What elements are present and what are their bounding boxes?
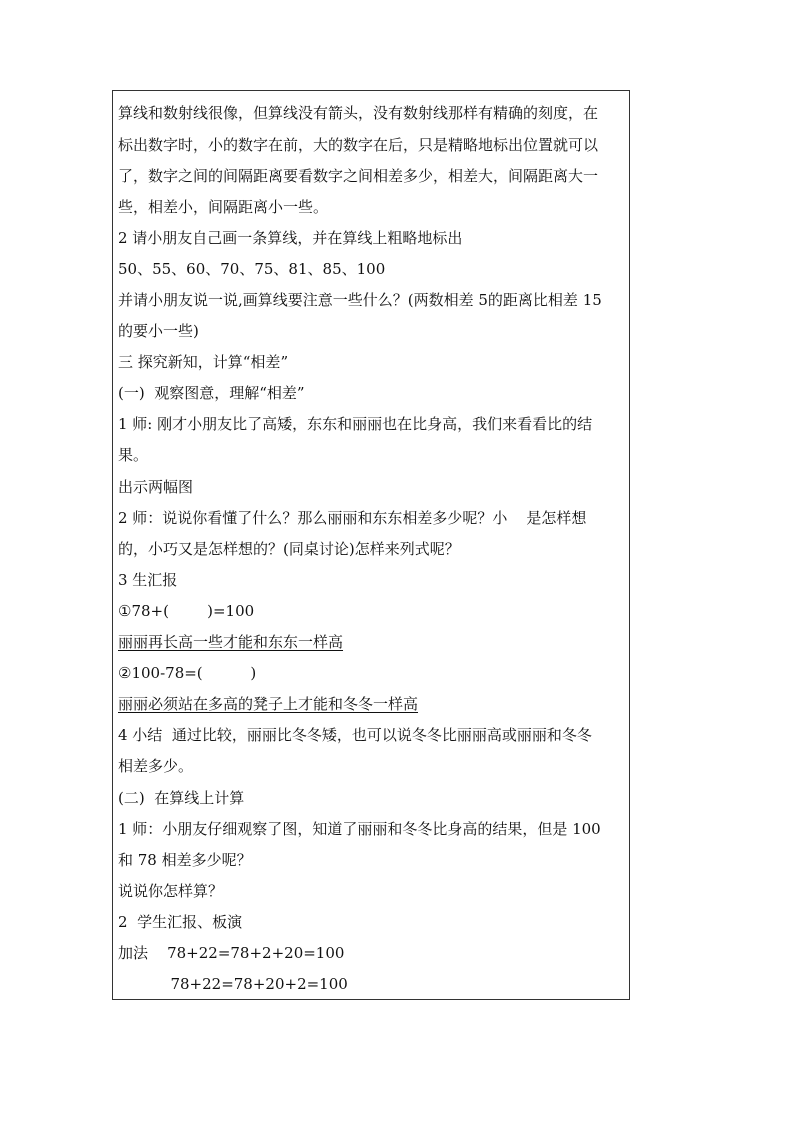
text-line: 4 小结 通过比较，丽丽比冬冬矮，也可以说冬冬比丽丽高或丽丽和冬冬	[118, 726, 592, 744]
text-line: 2 学生汇报、板演	[118, 913, 243, 931]
text-line: 并请小朋友说一说,画算线要注意一些什么？(两数相差 5的距离比相差 15	[118, 291, 602, 309]
text-line: 相差多少。	[118, 757, 194, 775]
text-line: 说说你怎样算？	[118, 882, 224, 900]
text-line: 50、55、60、70、75、81、85、100	[118, 260, 386, 278]
text-line: 和 78 相差多少呢？	[118, 851, 252, 869]
subsection-heading: (二) 在算线上计算	[118, 789, 245, 807]
text-line: 了，数字之间的间隔距离要看数字之间相差多少，相差大，间隔距离大一	[118, 167, 599, 185]
text-line: 标出数字时，小的数字在前，大的数字在后，只是精略地标出位置就可以	[118, 136, 599, 154]
text-line: 的，小巧又是怎样想的？(同桌讨论)怎样来列式呢？	[118, 540, 460, 558]
text-line: 2 请小朋友自己画一条算线，并在算线上粗略地标出	[118, 229, 463, 247]
text-line: 丽丽再长高一些才能和东东一样高	[118, 633, 344, 651]
equation-line: 加法 78+22=78+2+20=100	[118, 944, 345, 962]
text-line: 丽丽必须站在多高的凳子上才能和冬冬一样高	[118, 695, 419, 713]
equation-line: ②100-78=( )	[118, 664, 257, 682]
text-line: 3 生汇报	[118, 571, 178, 589]
text-line: 1 师: 刚才小朋友比了高矮，东东和丽丽也在比身高，我们来看看比的结	[118, 415, 593, 433]
equation-line: 78+22=78+20+2=100	[118, 975, 348, 993]
equation-line: ①78+( )=100	[118, 602, 255, 620]
text-line: 出示两幅图	[118, 478, 194, 496]
text-line: 的要小一些)	[118, 322, 199, 340]
subsection-heading: (一) 观察图意，理解“相差”	[118, 384, 305, 402]
text-line: 果。	[118, 446, 149, 464]
text-line: 2 师：说说你看懂了什么？那么丽丽和东东相差多少呢？小 是怎样想	[118, 509, 587, 527]
text-line: 1 师：小朋友仔细观察了图，知道了丽丽和冬冬比身高的结果，但是 100	[118, 820, 601, 838]
section-heading: 三 探究新知，计算“相差”	[118, 353, 289, 371]
text-line: 算线和数射线很像，但算线没有箭头，没有数射线那样有精确的刻度，在	[118, 104, 599, 122]
text-line: 些，相差小，间隔距离小一些。	[118, 198, 329, 216]
